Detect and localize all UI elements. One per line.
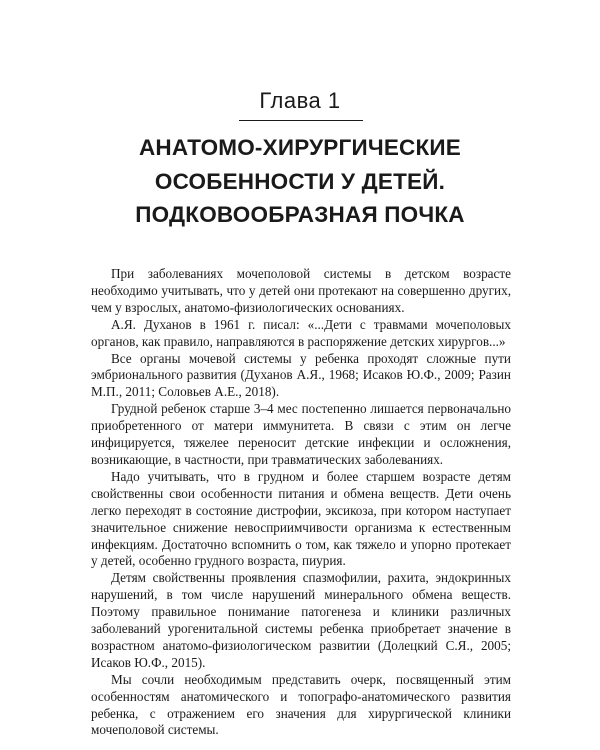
chapter-label: Глава 1 (259, 88, 341, 113)
chapter-title-line: АНАТОМО-ХИРУРГИЧЕСКИЕ (138, 135, 462, 160)
chapter-title-line: ОСОБЕННОСТИ У ДЕТЕЙ. (154, 168, 446, 194)
paragraph: Надо учитывать, что в грудном и более старшем возрасте детям свойственны свои особенности питания и обмена веществ. Дети очень легко переходят в состояние дистрофии, эксикоза, при котором наступает значительное снижение невосприимчивости организма к естественным инфекциям. Достаточно вспомнить о том, как тяжело и упорно протекает у детей, особенно грудного возраста, пиурия. (91, 468, 511, 569)
paragraph: А.Я. Духанов в 1961 г. писал: «...Дети с травмами мочеполовых органов, как правило, направляются в распоряжение детских хирургов...» (91, 316, 511, 349)
paragraph: Все органы мочевой системы у ребенка проходят сложные пути эмбрионального развития (Духанов А.Я., 1968; Исаков Ю.Ф., 2009; Разин М.П., 2011; Соловьев А.Е., 2018). (91, 350, 511, 400)
body-text (91, 266, 511, 739)
chapter-title-line: ПОДКОВООБРАЗНАЯ ПОЧКА (135, 202, 465, 227)
chapter-title (0, 131, 600, 232)
paragraph: Детям свойственны проявления спазмофилии, рахита, эндокринных нарушений, в том числе нарушений минерального обмена веществ. Поэтому правильное понимание патогенеза и клиники различных заболеваний урогенитальной системы ребенка приобретает значение в возрастном анатомо-физиологическом развитии (Долецкий С.Я., 2005; Исаков Ю.Ф., 2015). (91, 570, 511, 670)
paragraph: Грудной ребенок старше 3–4 мес постепенно лишается первоначально приобретенного от матери иммунитета. В связи с этим он легче инфицируется, тяжелее переносит детские инфекции и осложнения, возникающие, в частности, при травматических заболеваниях. (91, 401, 511, 467)
paragraph: При заболеваниях мочеполовой системы в детском возрасте необходимо учитывать, что у детей они протекают на совершенно других, чем у взрослых, анатомо-физиологических основаниях. (91, 266, 511, 315)
chapter-underline (239, 120, 363, 121)
paragraph: Мы сочли необходимым представить очерк, посвященный этим особенностям анатомического и топографо-анатомического развития ребенка, с отражением его значения для хирургической клиники мочеполовой системы. (91, 671, 511, 738)
